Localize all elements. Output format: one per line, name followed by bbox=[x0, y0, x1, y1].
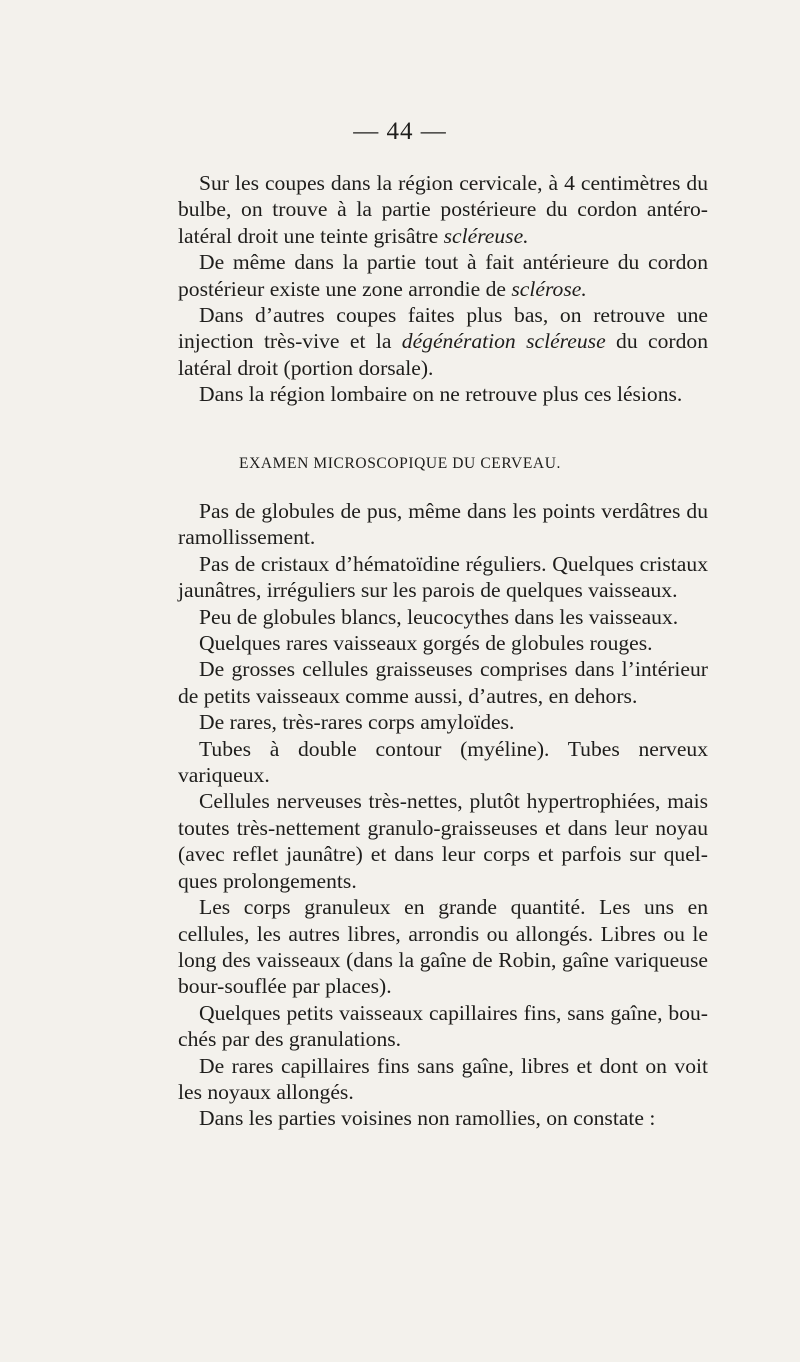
text-run: Dans d’autres coupes faites plus bas, on retrouve une injection très-vive et la bbox=[178, 303, 708, 354]
paragraph: Quelques rares vaisseaux gorgés de globules rouges. bbox=[199, 631, 653, 656]
paragraph: De grosses cellules graisseuses comprises dans l’intérieur de petits vaisseaux comme aussi, d’autres, en dehors. bbox=[178, 657, 708, 708]
text-run: du cordon latéral droit (portion dorsale). bbox=[178, 329, 708, 380]
paragraph: Tubes à double contour (myéline). Tubes nerveux variqueux. bbox=[178, 736, 708, 788]
section-text bbox=[178, 498, 708, 1132]
paragraph: Les corps granuleux en grande quantité. Les uns en cellules, les autres libres, arrondis ou allongés. Libres ou le long des vaisseaux (dans la gaîne de Robin, gaîne variqueuse bour-souflée par places). bbox=[178, 895, 708, 999]
paragraph: De rares, très-rares corps amyloïdes. bbox=[199, 710, 515, 735]
paragraph: Cellules nerveuses très-nettes, plutôt hypertrophiées, mais toutes très-nettement granulo-graisseuses et dans leur noyau (avec reflet jaunâtre) et dans leur corps et parfois sur quel-ques prolongements. bbox=[178, 789, 708, 893]
intro-text bbox=[178, 170, 708, 408]
paragraph: Pas de globules de pus, même dans les points verdâtres du ramollissement. bbox=[178, 499, 708, 550]
paragraph bbox=[178, 249, 708, 302]
section-heading: EXAMEN MICROSCOPIQUE DU CERVEAU. bbox=[239, 455, 561, 472]
page-number: — 44 — bbox=[353, 118, 447, 145]
paragraph bbox=[178, 302, 708, 381]
paragraph: Peu de globules blancs, leucocythes dans les vaisseaux. bbox=[199, 604, 679, 629]
paragraph: De rares capillaires fins sans gaîne, libres et dont on voit les noyaux allongés. bbox=[178, 1053, 708, 1104]
text-run: Sur les coupes dans la région cervicale, à 4 centimètres du bulbe, on trouve à la partie postérieure du cordon antéro-latéral droit une teinte grisâtre bbox=[178, 171, 708, 248]
paragraph: Dans la région lombaire on ne retrouve plus ces lésions. bbox=[199, 382, 683, 407]
text-run: De même dans la partie tout à fait antérieure du cordon postérieur existe une zone arrondie de bbox=[178, 250, 708, 301]
paragraph: Pas de cristaux d’hématoïdine réguliers. Quelques cristaux jaunâtres, irréguliers sur les parois de quelques vaisseaux. bbox=[178, 551, 708, 603]
italic-term: dégénération scléreuse bbox=[401, 329, 606, 354]
italic-term: scléreuse. bbox=[443, 223, 529, 248]
paragraph: Quelques petits vaisseaux capillaires fins, sans gaîne, bou-chés par des granulations. bbox=[178, 1000, 708, 1052]
paragraph: Dans les parties voisines non ramollies, on constate : bbox=[199, 1106, 656, 1131]
italic-term: sclérose. bbox=[511, 276, 587, 301]
paragraph bbox=[178, 170, 708, 249]
